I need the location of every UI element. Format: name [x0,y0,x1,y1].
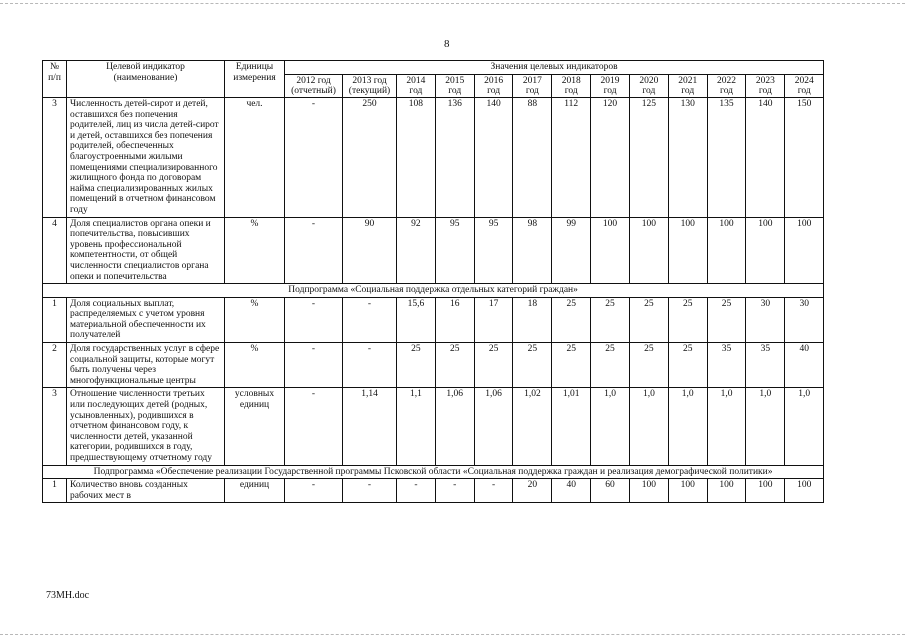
value-cell: 30 [785,297,824,342]
header-year-sublabel: год [797,85,811,96]
value-cell: 20 [513,479,552,503]
header-values-group: Значения целевых индикаторов [285,61,824,75]
header-year-1 [343,74,397,97]
footer-filename: 73MH.doc [46,590,90,601]
value-cell: 99 [552,217,591,284]
header-year-3 [435,74,474,97]
value-cell: 1,02 [513,388,552,465]
header-year-label: 2022 [717,75,737,86]
indicator-name: Количество вновь созданных рабочих мест в [67,479,225,503]
header-year-label: 2013 год [352,75,387,86]
header-year-0 [285,74,343,97]
header-year-12 [785,74,824,97]
header-year-4 [474,74,513,97]
value-cell: 25 [474,343,513,388]
header-year-sublabel: год [720,85,734,96]
value-cell: - [285,297,343,342]
scan-edge-top [0,3,905,4]
value-cell: 25 [629,297,668,342]
table-row [43,388,863,465]
header-year-sublabel: год [642,85,656,96]
value-cell: - [285,479,343,503]
value-cell: 1,06 [435,388,474,465]
subprogram-row [43,284,863,298]
header-unit: Единицы измерения [225,61,285,98]
header-year-sublabel: (отчетный) [291,85,336,96]
value-cell: 1,0 [746,388,785,465]
value-cell: 100 [668,217,707,284]
value-cell: 100 [629,217,668,284]
indicator-name: Доля специалистов органа опеки и попечительства, повысивших уровень профессиональной компетентности, от общей численности специалистов органа опеки и попечительства [67,217,225,284]
header-year-label: 2017 [522,75,542,86]
value-cell: 250 [343,98,397,218]
value-cell: 15,6 [397,297,436,342]
value-cell: 25 [513,343,552,388]
table-row [43,343,863,388]
indicator-name: Численность детей-сирот и детей, оставшихся без попечения родителей, лиц из числа детей-сирот и детей, оставшихся без попечения родителей, обеспеченных благоустроенными жилыми помещениями специализированного жилищного фонда по договорам найма специализированных жилых помещений в отчетном финансовом году [67,98,225,218]
value-cell: 140 [474,98,513,218]
unit-cell: условных единиц [225,388,285,465]
value-cell: 25 [552,343,591,388]
value-cell: 1,0 [668,388,707,465]
header-year-label: 2016 [484,75,504,86]
unit-cell: % [225,297,285,342]
value-cell: 90 [343,217,397,284]
header-year-7 [591,74,630,97]
value-cell: 100 [591,217,630,284]
header-year-sublabel: год [603,85,617,96]
value-cell: 1,14 [343,388,397,465]
value-cell: 100 [707,217,746,284]
header-year-2 [397,74,436,97]
value-cell: 25 [435,343,474,388]
value-cell: 130 [668,98,707,218]
row-number: 2 [43,343,67,388]
header-year-sublabel: год [525,85,539,96]
header-num: № п/п [43,61,67,98]
header-indicator: Целевой индикатор (наименование) [67,61,225,98]
value-cell: 112 [552,98,591,218]
indicator-name: Отношение численности третьих или последующих детей (родных, усыновленных), родившихся в отчетном финансовом году, к численности детей, указанной категории, родившихся в году, предшествующему отчетному году [67,388,225,465]
header-year-label: 2024 [794,75,814,86]
value-cell: 60 [591,479,630,503]
header-year-label: 2020 [639,75,659,86]
value-cell: 100 [629,479,668,503]
value-cell: 100 [668,479,707,503]
value-cell: 16 [435,297,474,342]
table-row [43,217,863,284]
header-year-label: 2014 [406,75,426,86]
header-year-label: 2012 год [296,75,331,86]
value-cell: 136 [435,98,474,218]
value-cell: - [285,217,343,284]
value-cell: 30 [746,297,785,342]
value-cell: 100 [785,217,824,284]
header-year-sublabel: год [564,85,578,96]
value-cell: 1,0 [591,388,630,465]
value-cell: - [397,479,436,503]
header-year-sublabel: год [448,85,462,96]
subprogram-title: Подпрограмма «Обеспечение реализации Государственной программы Псковской области «Социальная поддержка граждан и реализация демографической политики» [43,465,824,479]
value-cell: 1,0 [707,388,746,465]
value-cell: 125 [629,98,668,218]
value-cell: - [474,479,513,503]
value-cell: 1,0 [785,388,824,465]
value-cell: 140 [746,98,785,218]
header-year-sublabel: (текущий) [348,85,391,96]
subprogram-row [43,465,863,479]
header-year-sublabel: год [409,85,423,96]
unit-cell: % [225,343,285,388]
value-cell: 1,0 [629,388,668,465]
header-year-11 [746,74,785,97]
header-year-9 [668,74,707,97]
value-cell: 25 [591,297,630,342]
value-cell: 25 [397,343,436,388]
unit-cell: чел. [225,98,285,218]
table-row [43,98,863,218]
value-cell: 25 [552,297,591,342]
subprogram-title: Подпрограмма «Социальная поддержка отдельных категорий граждан» [43,284,824,298]
value-cell: 100 [707,479,746,503]
row-number: 1 [43,479,67,503]
value-cell: 25 [668,343,707,388]
scan-edge-bottom [0,634,905,635]
value-cell: 25 [629,343,668,388]
header-year-label: 2015 [445,75,465,86]
value-cell: - [285,343,343,388]
header-year-sublabel: год [681,85,695,96]
header-year-label: 2023 [755,75,775,86]
value-cell: - [343,343,397,388]
row-number: 1 [43,297,67,342]
indicator-name: Доля государственных услуг в сфере социальной защиты, которые могут быть получены через многофункциональные центры [67,343,225,388]
header-year-10 [707,74,746,97]
value-cell: 120 [591,98,630,218]
value-cell: - [435,479,474,503]
value-cell: 135 [707,98,746,218]
value-cell: 25 [591,343,630,388]
value-cell: 150 [785,98,824,218]
unit-cell: % [225,217,285,284]
value-cell: 35 [746,343,785,388]
value-cell: - [343,479,397,503]
value-cell: 25 [707,297,746,342]
row-number: 3 [43,98,67,218]
header-year-sublabel: год [487,85,501,96]
value-cell: 100 [785,479,824,503]
table-row [43,479,863,503]
indicator-table [42,60,863,503]
header-year-label: 2019 [600,75,620,86]
value-cell: 40 [552,479,591,503]
header-year-6 [552,74,591,97]
row-number: 3 [43,388,67,465]
header-year-label: 2021 [678,75,698,86]
value-cell: 18 [513,297,552,342]
value-cell: 1,01 [552,388,591,465]
table-row [43,297,863,342]
value-cell: 88 [513,98,552,218]
indicator-table-body [43,98,863,503]
value-cell: 98 [513,217,552,284]
unit-cell: единиц [225,479,285,503]
value-cell: 95 [474,217,513,284]
value-cell: 40 [785,343,824,388]
value-cell: 100 [746,217,785,284]
value-cell: 1,06 [474,388,513,465]
value-cell: 92 [397,217,436,284]
value-cell: - [343,297,397,342]
header-year-8 [629,74,668,97]
row-number: 4 [43,217,67,284]
value-cell: 95 [435,217,474,284]
value-cell: 17 [474,297,513,342]
indicator-name: Доля социальных выплат, распределяемых с учетом уровня материальной обеспеченности их получателей [67,297,225,342]
value-cell: 108 [397,98,436,218]
page-number: 8 [444,38,450,50]
value-cell: 1,1 [397,388,436,465]
header-year-sublabel: год [758,85,772,96]
value-cell: - [285,388,343,465]
value-cell: 35 [707,343,746,388]
header-year-5 [513,74,552,97]
value-cell: 25 [668,297,707,342]
value-cell: 100 [746,479,785,503]
value-cell: - [285,98,343,218]
header-year-label: 2018 [561,75,581,86]
